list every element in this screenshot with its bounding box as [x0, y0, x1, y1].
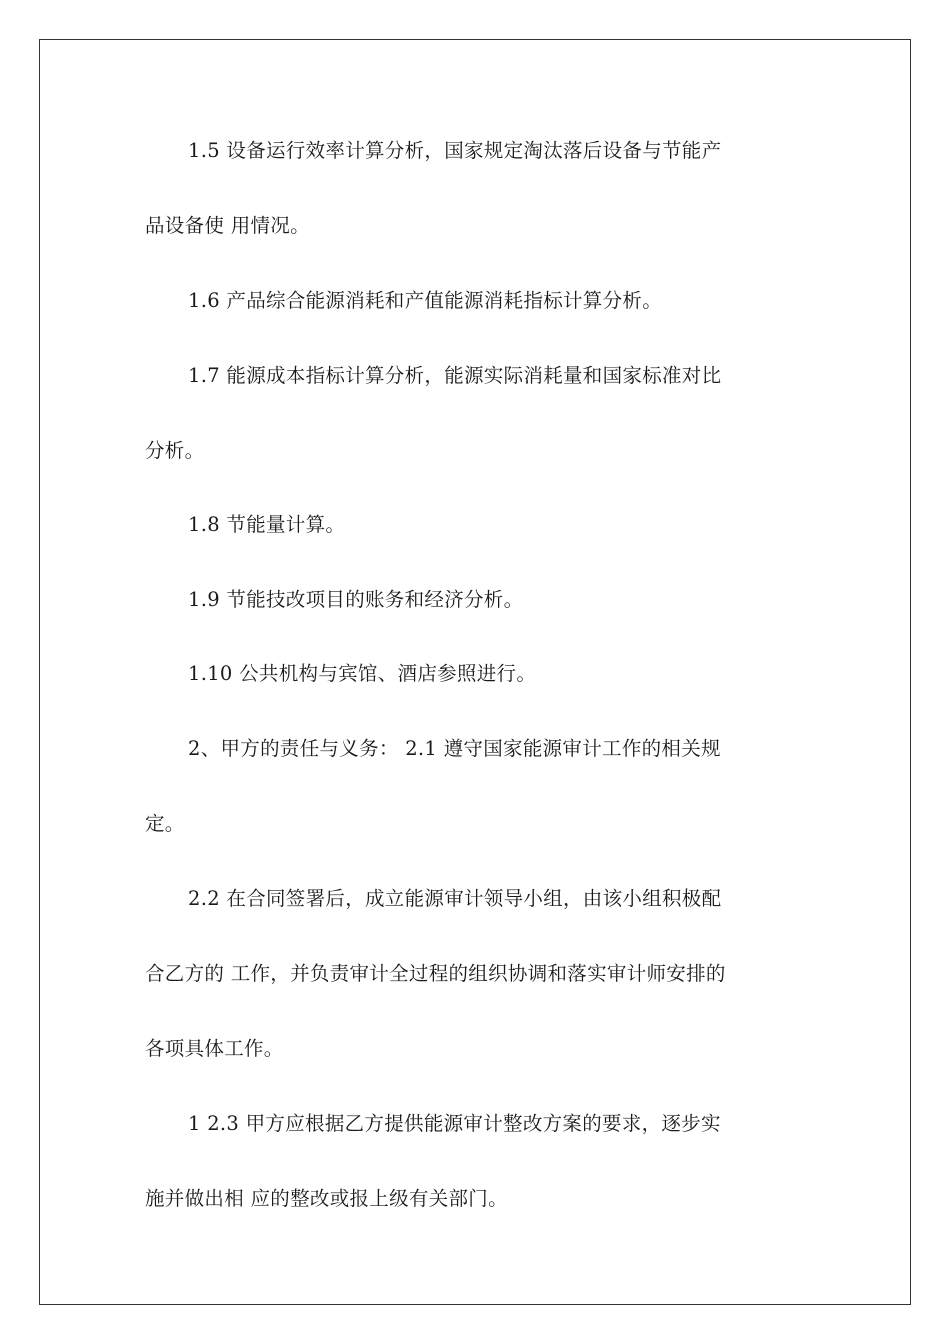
- text-line-1-6: 1.6 产品综合能源消耗和产值能源消耗指标计算分析。: [188, 289, 663, 312]
- text-line-1-7: 1.7 能源成本指标计算分析，能源实际消耗量和国家标准对比: [188, 364, 722, 387]
- text-line-1-7-cont: 分析。: [145, 439, 205, 462]
- text-line-1-5: 1.5 设备运行效率计算分析，国家规定淘汰落后设备与节能产: [188, 139, 722, 162]
- text-line-2-1-cont: 定。: [145, 812, 185, 835]
- text-line-2-1: 2、甲方的责任与义务： 2.1 遵守国家能源审计工作的相关规: [188, 737, 721, 760]
- text-line-2-3: 1 2.3 甲方应根据乙方提供能源审计整改方案的要求，逐步实: [188, 1112, 721, 1135]
- text-line-2-2-cont: 合乙方的 工作，并负责审计全过程的组织协调和落实审计师安排的: [145, 962, 726, 985]
- text-line-1-9: 1.9 节能技改项目的账务和经济分析。: [188, 588, 524, 611]
- text-line-2-2-cont2: 各项具体工作。: [145, 1037, 284, 1060]
- text-line-1-8: 1.8 节能量计算。: [188, 513, 346, 536]
- text-line-1-5-cont: 品设备使 用情况。: [145, 214, 310, 237]
- text-line-2-2: 2.2 在合同签署后，成立能源审计领导小组，由该小组积极配: [188, 887, 722, 910]
- text-line-1-10: 1.10 公共机构与宾馆、酒店参照进行。: [188, 662, 537, 685]
- text-line-2-3-cont: 施并做出相 应的整改或报上级有关部门。: [145, 1187, 508, 1210]
